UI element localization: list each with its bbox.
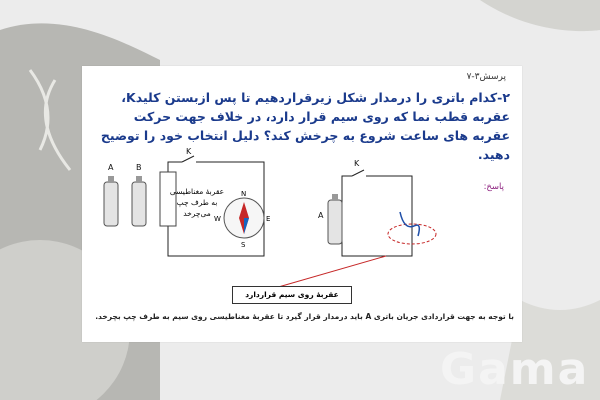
compass-n: N xyxy=(241,190,247,198)
needle-label xyxy=(162,186,232,219)
key-left-label: K xyxy=(186,147,192,156)
question-text: ۲-کدام باتری را درمدار شکل زیرقراردهیم تا پس ازبستن کلیدK، عقربه قطب نما که روی سیم قرار دارد، در خلاف جهت حرکت عقربه های ساعت شروع به چرخش کند؟ دلیل انتخاب خود را توضیح دهید. xyxy=(100,90,510,162)
compass-s: S xyxy=(241,241,246,249)
battery-right-label: A xyxy=(318,211,324,220)
key-right-label: K xyxy=(354,159,360,168)
battery-a-label: A xyxy=(108,163,114,172)
needle-label-line-3: می‌چرخد xyxy=(183,209,211,218)
needle-label-line-2: به طرف چپ xyxy=(176,198,218,207)
slide-panel xyxy=(82,66,522,342)
answer-label: پاسخ: xyxy=(483,182,504,192)
battery-b-icon xyxy=(132,176,146,226)
answer-text: با توجه به جهت قراردادی جریان باتری A باید درمدار قرار گیرد تا عقربهٔ مغناطیسی روی سیم به طرف چپ بچرخد. xyxy=(95,312,514,321)
compass-e: E xyxy=(266,215,271,223)
compass-w: W xyxy=(214,215,221,223)
callout-box: عقربهٔ روی سیم قراردارد xyxy=(232,286,352,304)
needle-label-line-1: عقربهٔ مغناطیسی xyxy=(169,187,225,196)
battery-right-icon xyxy=(328,194,342,244)
battery-b-label: B xyxy=(136,163,142,172)
brand-logo: Gama xyxy=(440,344,590,395)
question-number: پرسش۳-۷ xyxy=(466,72,506,82)
battery-a-icon xyxy=(104,176,118,226)
